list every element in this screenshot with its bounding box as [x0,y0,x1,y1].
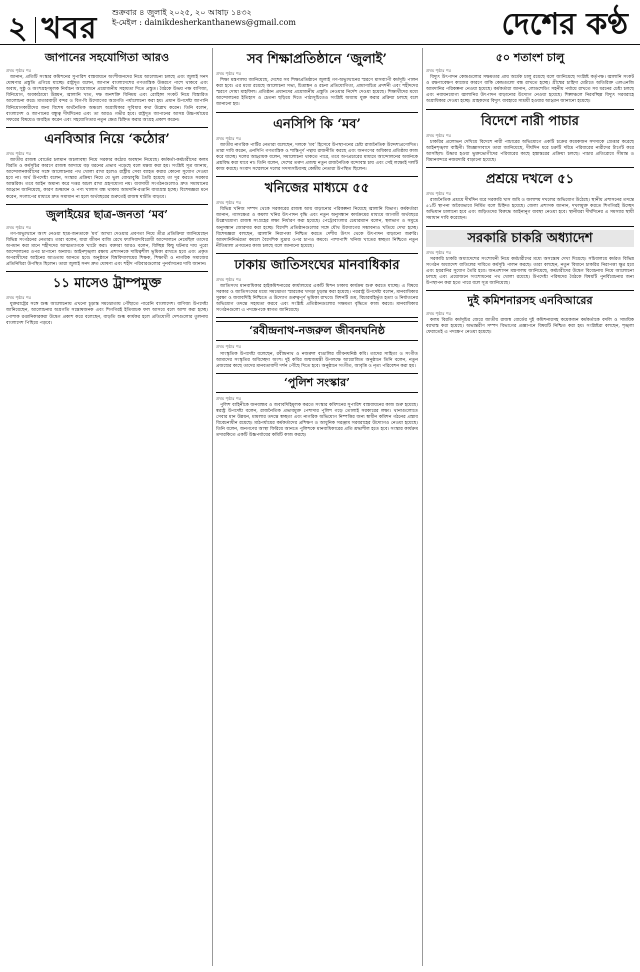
headline-police-reform: ‘পুলিশ সংস্কার’ [216,373,418,393]
byline: প্রথম পৃষ্ঠার পর [6,224,32,230]
headline-ncp-mob: এনসিপি কি ‘মব’ [273,116,361,132]
article-body-nbr-strict: জাতীয় রাজস্ব বোর্ডের চলমান অচলাবস্থা নিয়ে সরকার কঠোর অবস্থান নিয়েছে। কর্মকর্তা-কর্মচারীদের কলম বিরতি ও কর্মসূচির কারণে রাজস্ব আদায়ে বড় ধরনের প্রভাব পড়েছে বলে মন্তব্য করা হয়। সংশ্লিষ্ট সূত্র জানায়, আন্দোলনকারীদের সঙ্গে আলোচনার পথ খোলা রাখা হলেও রাষ্ট্রীয় সেবা ব্যাহত করার কোনো সুযোগ দেওয়া হবে না। অর্থ উপদেষ্টা বলেন, সংস্কার প্রক্রিয়া নিয়ে যে ভুল বোঝাবুঝি তৈরি হয়েছে তা দূর করতে সরকার আন্তরিক। তবে আইন অমান্য করে দপ্তর অচল রাখা গ্রহণযোগ্য নয়। ব্যবসায়ী সংগঠনগুলোও দ্রুত সমাধানের আহ্বান জানিয়েছে, কারণ শুল্কায়ন ও পণ্য খালাস বন্ধ থাকায় আমদানি-রপ্তানি বাধাগ্রস্ত হচ্ছে। বিশেষজ্ঞরা মনে করেন, সংলাপের মাধ্যমে দ্রুত সমাধান না হলে অর্থবছরের শুরুতেই রাজস্ব ঘাটতি বাড়বে। [6,157,208,200]
divider [216,317,418,318]
article-body-women-trafficking: চাকরির প্রলোভন দেখিয়ে বিদেশে নারী পাচারের অভিযোগে একটি চক্রের কয়েকজন সদস্যকে গ্রেপ্তার করেছে আইনশৃঙ্খলা বাহিনী। জিজ্ঞাসাবাদে তারা জানিয়েছে, দীর্ঘদিন ধরে চক্রটি দরিদ্র পরিবারের নারীদের টার্গেট করে আসছিল। উদ্ধার হওয়া ভুক্তভোগীদের পরিবারের কাছে হস্তান্তরের প্রক্রিয়া চলছে। পাচার প্রতিরোধে সীমান্ত ও বিমানবন্দরে নজরদারি বাড়ানো হয়েছে। [426,139,634,163]
divider [6,271,208,272]
headline-un-human-rights: ঢাকায় জাতিসংঘের মানবাধিকার [234,257,400,273]
byline: প্রথম পৃষ্ঠার পর [216,200,242,206]
byline: প্রথম পৃষ্ঠার পর [426,311,452,317]
headline-nbr-strict: এনবিআর নিয়ে ‘কঠোর’ [44,131,170,147]
headline-women-trafficking: বিদেশে নারী পাচার [481,113,579,129]
headline-trump: ১১ মাসেও ট্রাম্পমুক্ত [52,276,162,292]
headline-fifty-percent: ৫০ শতাংশ চালু [495,51,565,64]
article-body-fifty-percent: বিদ্যুৎ উৎপাদন কেন্দ্রগুলোর সক্ষমতার প্রায় অর্ধেক চালু রয়েছে বলে জানিয়েছে সংশ্লিষ্ট কর্তৃপক্ষ। জ্বালানি সংকট ও রক্ষণাবেক্ষণ কাজের কারণে বাকি কেন্দ্রগুলো বন্ধ রাখতে হচ্ছে। গ্রীষ্মের চাহিদা মেটাতে অতিরিক্ত এলএনজি আমদানির পরিকল্পনা নেওয়া হয়েছে। কর্মকর্তারা জানান, লোডশেডিং সহনীয় পর্যায়ে রাখতে সব ধরনের চেষ্টা চলছে এবং নবায়নযোগ্য জ্বালানির উৎপাদন বাড়ানোর উদ্যোগ নেওয়া হয়েছে। শিল্পাঞ্চলে নিরবচ্ছিন্ন বিদ্যুৎ সরবরাহে অগ্রাধিকার দেওয়া হচ্ছে। গ্রাহকদের বিদ্যুৎ ব্যবহারে সাশ্রয়ী হওয়ার আহ্বান জানানো হয়েছে। [426,75,634,105]
byline: প্রথম পৃষ্ঠার পর [216,344,242,350]
divider [6,127,208,128]
headline-education-july: সব শিক্ষাপ্রতিষ্ঠানে ‘জুলাই’ [247,52,387,67]
article-body-commissioners: কলম বিরতি কর্মসূচির জেরে জাতীয় রাজস্ব বোর্ডের দুই কমিশনারসহ কয়েকজন কর্মকর্তাকে বদলি ও সাময়িক বরখাস্ত করা হয়েছে। অভ্যন্তরীণ সম্পদ বিভাগের প্রজ্ঞাপনে বিষয়টি নিশ্চিত করা হয়। সংশ্লিষ্টরা বলছেন, শৃঙ্খলা ফেরাতেই এ পদক্ষেপ নেওয়া হয়েছে। [426,318,634,336]
headline-govt-service-ordinance: সরকারি চাকরি অধ্যাদেশ [426,230,634,247]
article-body-minerals: বিভিন্ন খনিজ সম্পদ থেকে সরকারের রাজস্ব আয় বাড়ানোর পরিকল্পনা নিয়েছে জ্বালানি বিভাগ। কর্মকর্তারা জানান, গ্যাসক্ষেত্র ও কয়লা খনির উৎপাদন বৃদ্ধি এবং নতুন অনুসন্ধান কার্যক্রমের মাধ্যমে আগামী অর্থবছরে উল্লেখযোগ্য রাজস্ব সংগ্রহের লক্ষ্য নির্ধারণ করা হয়েছে। পেট্রোবাংলার চেয়ারম্যান বলেন, স্থলভাগ ও সমুদ্রে অনুসন্ধান জোরদার করা হচ্ছে। বিদেশি প্রতিষ্ঠানগুলোর সঙ্গে যৌথ উদ্যোগের সম্ভাবনাও খতিয়ে দেখা হচ্ছে। বিশেষজ্ঞরা বলছেন, জ্বালানি নিরাপত্তা নিশ্চিত করতে দেশীয় উৎস থেকে উৎপাদন বাড়ানো জরুরি। আমদানিনির্ভরতা কমলে বৈদেশিক মুদ্রার ওপর চাপও কমবে। পাশাপাশি খনিজ খাতের স্বচ্ছতা নিশ্চিতে নতুন নীতিমালা প্রণয়নের কাজ চলছে বলে জানানো হয়েছে। [216,207,418,249]
divider [426,226,634,227]
column-3 [426,48,634,966]
divider [6,204,208,205]
headline-commissioners: দুই কমিশনারসহ এনবিআরের [467,294,593,308]
byline: প্রথম পৃষ্ঠার পর [6,295,32,301]
masthead: দেশের কণ্ঠ [501,7,628,42]
headline-occupation-51: প্রশ্রয়ে দখলে ৫১ [485,172,575,188]
headline-student-mob: জুলাইয়ের ছাত্র-জনতা ‘মব’ [46,207,168,221]
page-header [0,0,640,45]
divider [216,253,418,254]
section-name: খবর [41,11,98,46]
page-number: ২ [8,11,29,46]
headline-japan: জাপানের সহযোগিতা আরও [44,51,170,64]
byline: প্রথম পৃষ্ঠার পর [6,68,32,73]
issue-date: শুক্রবার ৪ জুলাই ২০২৫, ২০ আষাঢ় ১৪৩২ [112,8,252,17]
byline: প্রথম পৃষ্ঠার পর [216,395,242,401]
byline: প্রথম পৃষ্ঠার পর [6,150,32,156]
article-body-rabindranath-nazrul: সাংস্কৃতিক উপদেষ্টা বলেছেন, রবীন্দ্রনাথ ও নজরুল বাঙালির জীবনঘনিষ্ঠ কবি। তাদের সাহিত্য ও সংগীত আমাদের সংস্কৃতির অবিচ্ছেদ্য অংশ। দুই কবির জন্মজয়ন্তী উপলক্ষে আয়োজিত অনুষ্ঠানে তিনি বলেন, নতুন প্রজন্মের কাছে তাদের মানবতাবাদী দর্শন পৌঁছে দিতে হবে। অনুষ্ঠানে সংগীত, আবৃত্তি ও নৃত্য পরিবেশন করা হয়। [216,351,418,369]
byline: প্রথম পৃষ্ঠার পর [426,191,452,197]
byline: প্রথম পৃষ্ঠার পর [216,135,242,141]
news-columns [6,48,634,966]
article-body-trump: যুক্তরাষ্ট্রের সঙ্গে শুল্ক আলোচনায় এখনো চূড়ান্ত সমঝোতায় পৌঁছাতে পারেনি বাংলাদেশ। বাণিজ্য উপদেষ্টা জানিয়েছেন, আলোচনার অগ্রগতি সন্তোষজনক এবং শিগগিরই ইতিবাচক ফল আসবে বলে আশা করা হচ্ছে। পোশাক রপ্তানিকারকরা উদ্বেগ প্রকাশ করে বলেছেন, বাড়তি শুল্ক কার্যকর হলে প্রতিযোগী দেশগুলোর তুলনায় বাংলাদেশ পিছিয়ে পড়বে। [6,302,208,326]
byline: প্রথম পৃষ্ঠার পর [426,68,452,73]
byline: প্রথম পৃষ্ঠার পর [426,132,452,138]
column-2 [216,48,418,966]
article-body-japan: জানান, প্রতিটি সংস্কার কমিশনের সুপারিশ বাস্তবায়নে অংশীজনদের নিয়ে আলোচনা চলছে এবং জুলাই সনদ ঘোষণার প্রস্তুতি এগিয়ে যাচ্ছে। রাষ্ট্রদূত বলেন, জাপান বাংলাদেশের গণতান্ত্রিক উত্তরণে পাশে থাকবে এবং অবাধ, সুষ্ঠু ও অংশগ্রহণমূলক নির্বাচন আয়োজনে প্রয়োজনীয় সহায়তা দিতে প্রস্তুত। বৈঠকে উভয় পক্ষ বাণিজ্য, বিনিয়োগ, অবকাঠামো উন্নয়ন, জ্বালানি খাত, দক্ষ জনশক্তি বিনিময় এবং রোহিঙ্গা সংকট নিয়ে বিস্তারিত আলোচনা করে। মাতারবাড়ী বন্দর ও বিগ-বি উদ্যোগের অগ্রগতি পর্যালোচনা করা হয়। প্রধান উপদেষ্টা জাপানি বিনিয়োগকারীদের জন্য বিশেষ অর্থনৈতিক অঞ্চলে অগ্রাধিকার সুবিধার কথা উল্লেখ করেন। তিনি বলেন, বাংলাদেশ ও জাপানের বন্ধুত্ব দীর্ঘদিনের এবং তা আরও গভীর হবে। রাষ্ট্রদূত জাপানের আসন্ন উচ্চপর্যায়ের সফরের বিষয়েও অবহিত করেন এবং সহযোগিতার নতুন ক্ষেত্র চিহ্নিত করার আগ্রহ প্রকাশ করেন। [6,75,208,123]
headline-minerals: খনিজের মাধ্যমে ৫৫ [264,181,370,197]
byline: প্রথম পৃষ্ঠার পর [216,276,242,282]
article-body-education-july: শিক্ষা মন্ত্রণালয় জানিয়েছে, দেশের সব শিক্ষাপ্রতিষ্ঠানে জুলাই গণ-অভ্যুত্থানের স্মরণে মাসব্যাপী কর্মসূচি পালন করা হবে। এর মধ্যে রয়েছে আলোচনা সভা, চিত্রাঙ্কন ও রচনা প্রতিযোগিতা, প্রামাণ্যচিত্র প্রদর্শনী এবং শহীদদের স্মরণে দোয়া মাহফিল। প্রতিষ্ঠান প্রধানদের প্রয়োজনীয় প্রস্তুতি নেওয়ার নির্দেশ দেওয়া হয়েছে। শিক্ষার্থীদের মধ্যে আন্দোলনের ইতিহাস ও চেতনা ছড়িয়ে দিতে পাঠ্যসূচিতেও সংশ্লিষ্ট অধ্যায় যুক্ত করার প্রক্রিয়া চলছে বলে জানানো হয়। [216,78,418,108]
divider [426,109,634,110]
column-1 [6,48,208,966]
divider [426,290,634,291]
dateline [112,8,296,28]
article-body-student-mob: গণ-অভ্যুত্থানে অংশ নেওয়া ছাত্র-জনতাকে ‘মব’ আখ্যা দেওয়ার প্রবণতা নিয়ে তীব্র প্রতিক্রিয়া জানিয়েছেন বিভিন্ন সংগঠনের নেতারা। তারা বলেন, যারা জীবন বাজি রেখে ফ্যাসিবাদবিরোধী আন্দোলনে নেমেছিল তাদের অপমান করা মানে শহীদদের আত্মত্যাগকে খাটো করা। বক্তারা আরও বলেন, বিচ্ছিন্ন কিছু ঘটনার দায় পুরো আন্দোলনের ওপর চাপানো অন্যায়। আইনশৃঙ্খলা রক্ষায় প্রশাসনকে দায়িত্বশীল ভূমিকা রাখতে হবে এবং প্রকৃত অপরাধীদের আইনের আওতায় আনতে হবে। অনুষ্ঠানে বিশ্ববিদ্যালয়ের শিক্ষক, শিক্ষার্থী ও নাগরিক সমাজের প্রতিনিধিরা উপস্থিত ছিলেন। তারা জুলাই সনদ দ্রুত ঘোষণা এবং শহীদ পরিবারগুলোর পুনর্বাসনের দাবি জানান। [6,231,208,268]
divider [216,112,418,113]
headline-rabindranath-nazrul: ‘রবীন্দ্রনাথ-নজরুল জীবনঘনিষ্ঠ [216,321,418,341]
divider [426,167,634,168]
article-body-police-reform: পুলিশ বাহিনীকে জনবান্ধব ও জবাবদিহিমূলক করতে সংস্কার কমিশনের সুপারিশ বাস্তবায়নের কাজ শুরু হয়েছে। স্বরাষ্ট্র উপদেষ্টা বলেন, রাজনৈতিক প্রভাবমুক্ত পেশাদার পুলিশ গড়ে তোলাই সরকারের লক্ষ্য। থানাগুলোতে সেবার মান উন্নয়ন, মামলার তদন্তে স্বচ্ছতা এবং নাগরিক অভিযোগ নিষ্পত্তির জন্য স্বাধীন কমিশন গঠনের প্রস্তাব বিবেচনাধীন রয়েছে। মাঠপর্যায়ের কর্মকর্তাদের প্রশিক্ষণ ও আধুনিক সরঞ্জাম সরবরাহের উদ্যোগও নেওয়া হয়েছে। তিনি বলেন, জনগণের আস্থা ফিরিয়ে আনতে পুলিশকে মানবাধিকারের প্রতি শ্রদ্ধাশীল হতে হবে। সংস্কার কার্যক্রম তদারকিতে একটি উচ্চপর্যায়ের কমিটি কাজ করছে। [216,402,418,439]
article-body-govt-service-ordinance: সরকারি চাকরি অধ্যাদেশের সংশোধনী নিয়ে কর্মচারীদের মধ্যে অসন্তোষ দেখা দিয়েছে। সচিবালয়ে কর্মরত বিভিন্ন সংগঠন অধ্যাদেশ বাতিলের দাবিতে কর্মসূচি পালন করছে। তারা বলছেন, নতুন বিধানে চাকরির নিরাপত্তা ক্ষুণ্ণ হবে এবং হয়রানির সুযোগ তৈরি হবে। জনপ্রশাসন মন্ত্রণালয় জানিয়েছে, কর্মচারীদের উদ্বেগ বিবেচনায় নিয়ে আলোচনা চলছে এবং প্রয়োজনে সংশোধনের পথ খোলা রয়েছে। উপদেষ্টা পরিষদের বৈঠকে বিষয়টি পুনর্বিবেচনার জন্য উপস্থাপন করা হতে পারে বলে সূত্র জানিয়েছে। [426,256,634,286]
byline: প্রথম পৃষ্ঠার পর [426,249,452,255]
byline: প্রথম পৃষ্ঠার পর [216,71,242,76]
header-divider [35,17,36,43]
article-body-occupation-51: রাজনৈতিক প্রশ্রয়ে দীর্ঘদিন ধরে সরকারি খাস জমি ও জলাশয় দখলের অভিযোগ উঠেছে। স্থানীয় প্রশাসনের তদন্তে ৫১টি স্থাপনা অবৈধভাবে নির্মিত বলে চিহ্নিত হয়েছে। জেলা প্রশাসক জানান, দখলমুক্ত করতে শিগগিরই উচ্ছেদ অভিযান চালানো হবে এবং জড়িতদের বিরুদ্ধে আইনানুগ ব্যবস্থা নেওয়া হবে। স্থানীয়রা দীর্ঘদিনের এ সমস্যার স্থায়ী সমাধান দাবি করেছেন। [426,198,634,222]
divider [216,176,418,177]
article-body-ncp-mob: জাতীয় নাগরিক পার্টির নেতারা বলেছেন, দলকে ‘মব’ হিসেবে উপস্থাপনের চেষ্টা রাজনৈতিক উদ্দেশ্যপ্রণোদিত। তারা দাবি করেন, এনসিপি গণতান্ত্রিক ও শান্তিপূর্ণ পন্থায় রাজনীতি করছে এবং জনগণের অধিকার প্রতিষ্ঠায় কাজ করে যাচ্ছে। দলের আহ্বায়ক বলেন, সমালোচনা থাকতে পারে, তবে অপপ্রচারের মাধ্যমে আন্দোলনের অর্জনকে প্রশ্নবিদ্ধ করা যাবে না। তিনি বলেন, দেশের তরুণ প্রজন্ম নতুন রাজনৈতিক বন্দোবস্ত চায় এবং সেই লক্ষ্যেই দলটি কাজ করছে। সংবাদ সম্মেলনে দলের সদস্যসচিবসহ কেন্দ্রীয় নেতারা উপস্থিত ছিলেন। [216,142,418,173]
contact-email: ই-মেইল : dainikdesherkanthanews@gmail.com [112,18,296,27]
article-body-un-human-rights: জাতিসংঘ মানবাধিকার হাইকমিশনারের কার্যালয়ের একটি মিশন ঢাকায় কার্যক্রম শুরু করতে যাচ্ছে। এ বিষয়ে সরকার ও জাতিসংঘের মধ্যে সমঝোতা স্মারকের খসড়া চূড়ান্ত করা হয়েছে। পররাষ্ট্র উপদেষ্টা বলেন, মানবাধিকার সুরক্ষা ও জবাবদিহি নিশ্চিতে এ উদ্যোগ গুরুত্বপূর্ণ ভূমিকা রাখবে। মিশনটি গুম, বিচারবহির্ভূত হত্যা ও নির্যাতনের অভিযোগ তদন্তে সহায়তা করবে এবং সংশ্লিষ্ট প্রতিষ্ঠানগুলোর সক্ষমতা বৃদ্ধিতে কাজ করবে। মানবাধিকার সংগঠনগুলো এ পদক্ষেপকে স্বাগত জানিয়েছে। [216,283,418,314]
